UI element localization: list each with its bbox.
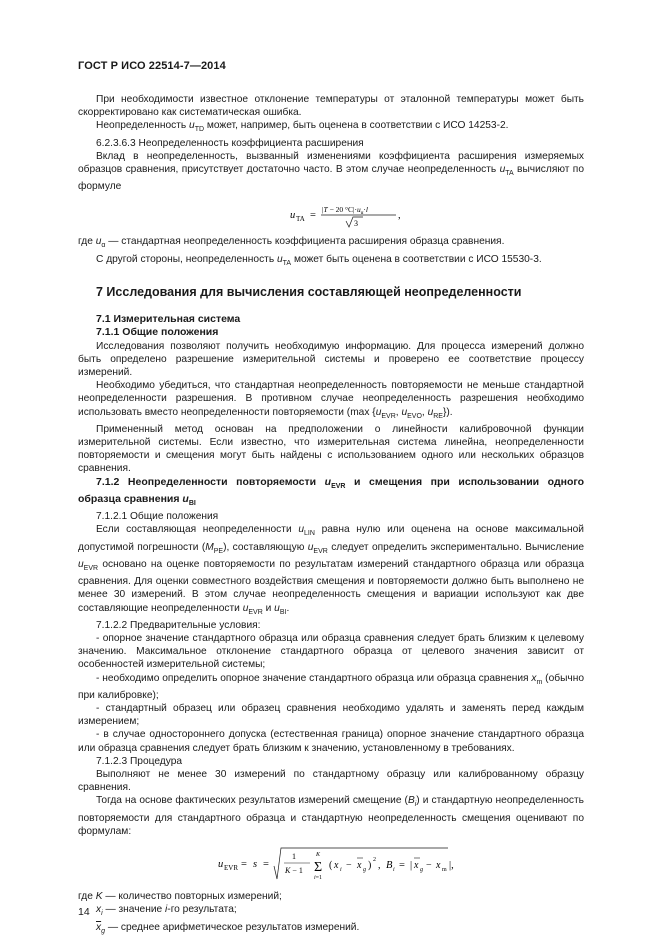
formula-numerator: |T − 20 $^\circ C|\cdot u_\alpha\cdot l$ [322, 205, 369, 217]
paragraph: $x_i$ — значение i-го результата; [96, 904, 237, 918]
paragraph: С другой стороны, неопределенность $u_{TA}$ может быть оценена в соответствии с ИСО 15530-3. [96, 253, 542, 267]
paragraph: Тогда на основе фактических результатов измерений смещение $(B_i)$ и стандартную неопределенность повторяемости для стандартного образца и стандартную неопределенность смещения оценивают по формулам: [78, 795, 584, 837]
paragraph: где $u_\alpha$ — стандартная неопределенность коэффициента расширения образца сравнения. [78, 236, 505, 250]
svg-text:1: 1 [292, 852, 296, 862]
subsection-title: 6.2.3.6.3 Неопределенность коэффициента расширения [96, 137, 364, 149]
list-item: - опорное значение стандартного образца или образца сравнения следует брать близким к целевому значению. Максимальное отклонение стандартного образца от целевого значения зависит от особенностей измерительной системы; [78, 632, 584, 671]
formula-uta [78, 199, 584, 229]
page-content [78, 93, 584, 938]
svg-text:): ) [368, 860, 372, 872]
paragraph: Примененный метод основан на предположении о линейности калибровочной функции измерительной системы. Если известно, что измерительная система линейна, неопределенности повторяемости и смещения могут быть найдены с использованием одного или нескольких образцов сравнения. [78, 423, 584, 475]
svg-text:|: | [410, 860, 413, 872]
svg-text:K: K [316, 852, 321, 859]
svg-text:−: − [426, 860, 432, 872]
svg-text:i: i [393, 867, 395, 874]
formula-denominator: 3 [354, 219, 358, 229]
page-header: ГОСТ Р ИСО 22514-7—2014 [78, 60, 226, 72]
subsection-title: 7.1 Измерительная система [96, 313, 241, 326]
svg-text:x: x [334, 860, 339, 872]
svg-text:,: , [398, 210, 401, 222]
svg-text:x: x [357, 860, 362, 872]
svg-text:|,: |, [449, 860, 454, 872]
paragraph: Вклад в неопределенность, вызванный изменениями коэффициента расширения измеряемых образцов сравнения, присутствует достаточно часто. В этом случае неопределенность $u_{TA}$ вычисляют по формуле [78, 150, 584, 193]
section-title: 7 Исследования для вычисления составляющей неопределенности [96, 284, 522, 299]
paragraph: При необходимости известное отклонение температуры от эталонной температуры может быть скорректировано как систематическая ошибка. [78, 94, 584, 119]
subsection-title: 7.1.1 Общие положения [96, 326, 219, 339]
page-number: 14 [78, 906, 90, 918]
svg-text:x: x [436, 860, 441, 872]
paragraph: $\overline{x}_g$ — среднее арифметическое результатов измерений. [96, 921, 360, 935]
paragraph: Исследования позволяют получить необходимую информацию. Для процесса измерений должно быть определено разрешение измерительной системы и проверено ее соответствие процессу измерений. [78, 340, 584, 378]
subsection-title: 7.1.2.1 Общие положения [96, 511, 219, 523]
paragraph: Неопределенность $u_{TD}$ может, например, быть оценена в соответствии с ИСО 14253-2. [96, 120, 509, 134]
list-item: - в случае одностороннего допуска (естественная граница) опорное значение стандартного образца или образца сравнения следует брать близким к значению, установленному в требованиях. [78, 729, 584, 754]
svg-text:,: , [378, 860, 381, 872]
svg-text:=: = [399, 860, 405, 872]
subsection-title: 7.1.2 Неопределенности повторяемости $u_{EVR}$ и смещения при использовании одного образца сравнения $u_{BI}$ [78, 475, 585, 508]
svg-text:2: 2 [373, 857, 376, 864]
svg-text:B: B [386, 860, 393, 872]
svg-text:K − 1: K − 1 [285, 866, 303, 876]
subsection-title: 7.1.2.3 Процедура [96, 755, 183, 767]
formula-uevr [78, 846, 584, 882]
svg-text:=: = [241, 859, 247, 871]
svg-text:x: x [414, 860, 419, 872]
paragraph: Необходимо убедиться, что стандартная неопределенность повторяемости не меньше стандартной неопределенности разрешения. В противном случае неопределенность разрешения необходимо использовать вместо неопределенности повторяемости (max {$u_{EVR}$, $u_{EVO}$, $u_{RE}$}). [78, 380, 584, 420]
list-item: - необходимо определить опорное значение стандартного образца или образца сравнения $x_m$ (обычно при калибровке); [78, 672, 584, 701]
svg-text:=: = [310, 210, 316, 222]
svg-text:u: u [218, 859, 224, 871]
paragraph: где K — количество повторных измерений; [78, 891, 282, 903]
svg-text:EVR: EVR [224, 864, 238, 873]
svg-text:m: m [442, 867, 447, 874]
svg-text:(: ( [329, 860, 333, 872]
formula-lhs-sub: TA [296, 215, 305, 224]
svg-text:s: s [253, 859, 258, 871]
svg-text:−: − [346, 860, 352, 872]
svg-text:i=1: i=1 [314, 875, 323, 882]
svg-text:i: i [340, 867, 342, 874]
paragraph: Выполняют не менее 30 измерений по стандартному образцу или калиброванному образцу сравнения. [78, 769, 584, 794]
subsection-title: 7.1.2.2 Предварительные условия: [96, 619, 261, 631]
svg-text:g: g [363, 867, 366, 874]
paragraph: Если составляющая неопределенности $u_{LIN}$ равна нулю или оценена на основе максимальной допустимой погрешности $(M_{PE})$, составляющую $u_{EVR}$ следует определить экспериментально. Вычисление $u_{EVR}$ основано на оценке повторяемости по результатам измерений стандартного образца или образца сравнения. Для оценки совместного воздействия смещения и повторяемости должно быть выполнено не менее 30 измерений. В этом случае неопределенность смещения и вариации используют как две составляющие неопределенности $u_{EVR}$ и $u_{BI}$. [78, 524, 584, 616]
svg-text:Σ: Σ [314, 860, 323, 876]
list-item: - стандартный образец или образец сравнения необходимо удалять и заменять перед каждым измерением; [78, 703, 584, 728]
formula-lhs: u [290, 210, 296, 222]
svg-text:=: = [263, 859, 269, 871]
svg-text:g: g [420, 867, 423, 874]
